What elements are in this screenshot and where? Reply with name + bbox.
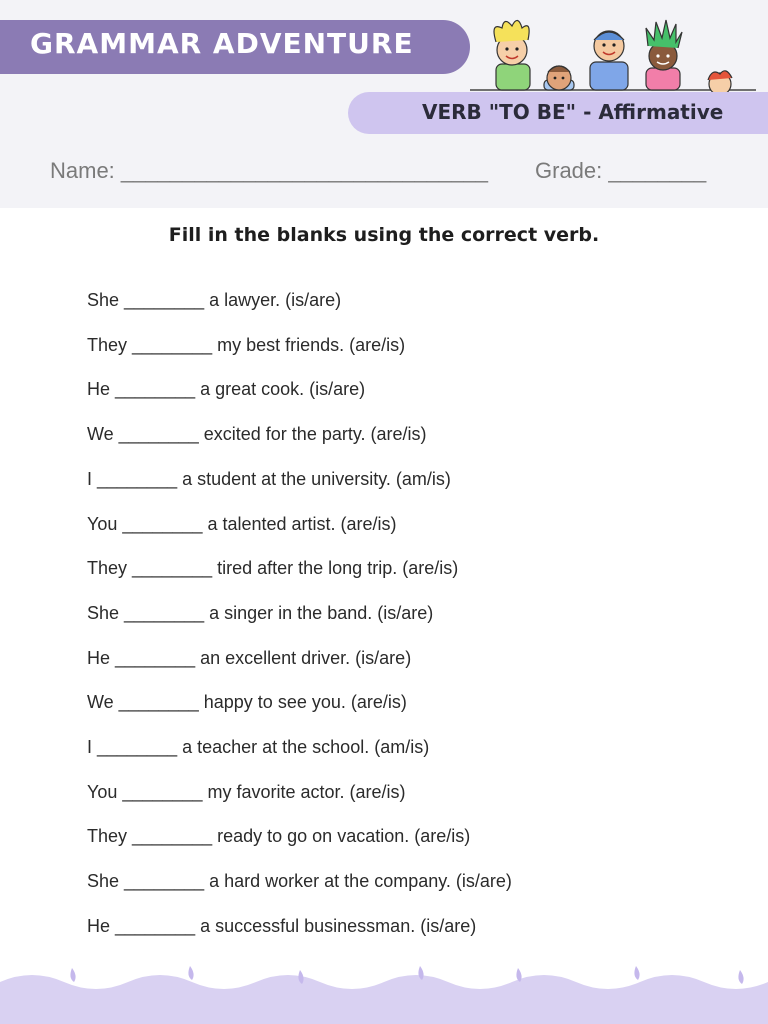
kid-green-hair-icon — [646, 20, 682, 90]
kid-blue-shirt-icon — [590, 31, 628, 90]
kids-illustration-icon — [468, 14, 758, 94]
exercise-sentence[interactable]: I ________ a teacher at the school. (am/is) — [87, 737, 430, 757]
exercise-sentence[interactable]: She ________ a hard worker at the company. (is/are) — [87, 871, 512, 892]
exercise-sentence[interactable]: He ________ a successful businessman. (is/are) — [87, 915, 477, 936]
instruction-text: Fill in the blanks using the correct verb. — [168, 224, 600, 246]
exercise-sentence[interactable]: They ________ ready to go on vacation. (are/is) — [87, 826, 471, 847]
kid-blonde-icon — [494, 20, 530, 90]
exercise-sentence[interactable]: We ________ happy to see you. (are/is) — [87, 692, 407, 713]
grade-blank[interactable]: ________ — [608, 158, 707, 183]
kid-red-hair-icon — [708, 71, 732, 94]
exercise-sentence[interactable]: She ________ a singer in the band. (is/are) — [87, 602, 434, 623]
exercise-sentence[interactable]: They ________ my best friends. (are/is) — [87, 334, 406, 355]
exercise-sentence[interactable]: You ________ my favorite actor. (are/is) — [87, 781, 406, 802]
name-label: Name: — [50, 158, 115, 183]
exercise-sentence[interactable]: They ________ tired after the long trip. (are/is) — [87, 558, 459, 579]
exercise-sentence[interactable]: She ________ a lawyer. (is/are) — [87, 290, 342, 310]
worksheet-title: GRAMMAR ADVENTURE — [30, 27, 414, 60]
name-field[interactable] — [50, 158, 488, 184]
exercise-sentence[interactable]: I ________ a student at the university. (am/is) — [87, 468, 451, 489]
worksheet-subtitle: VERB "TO BE" - Affirmative — [422, 100, 724, 124]
exercise-sentence[interactable]: You ________ a talented artist. (are/is) — [87, 513, 397, 534]
footer-wave — [0, 960, 768, 1024]
kid-brown-icon — [544, 66, 574, 90]
grade-field[interactable] — [535, 158, 706, 184]
name-blank[interactable]: ______________________________ — [120, 158, 488, 183]
exercise-sentence[interactable]: He ________ an excellent driver. (is/are) — [87, 647, 412, 668]
exercise-sentence[interactable]: He ________ a great cook. (is/are) — [87, 379, 366, 400]
exercise-sentence[interactable]: We ________ excited for the party. (are/is) — [87, 424, 427, 445]
grade-label: Grade: — [535, 158, 603, 183]
